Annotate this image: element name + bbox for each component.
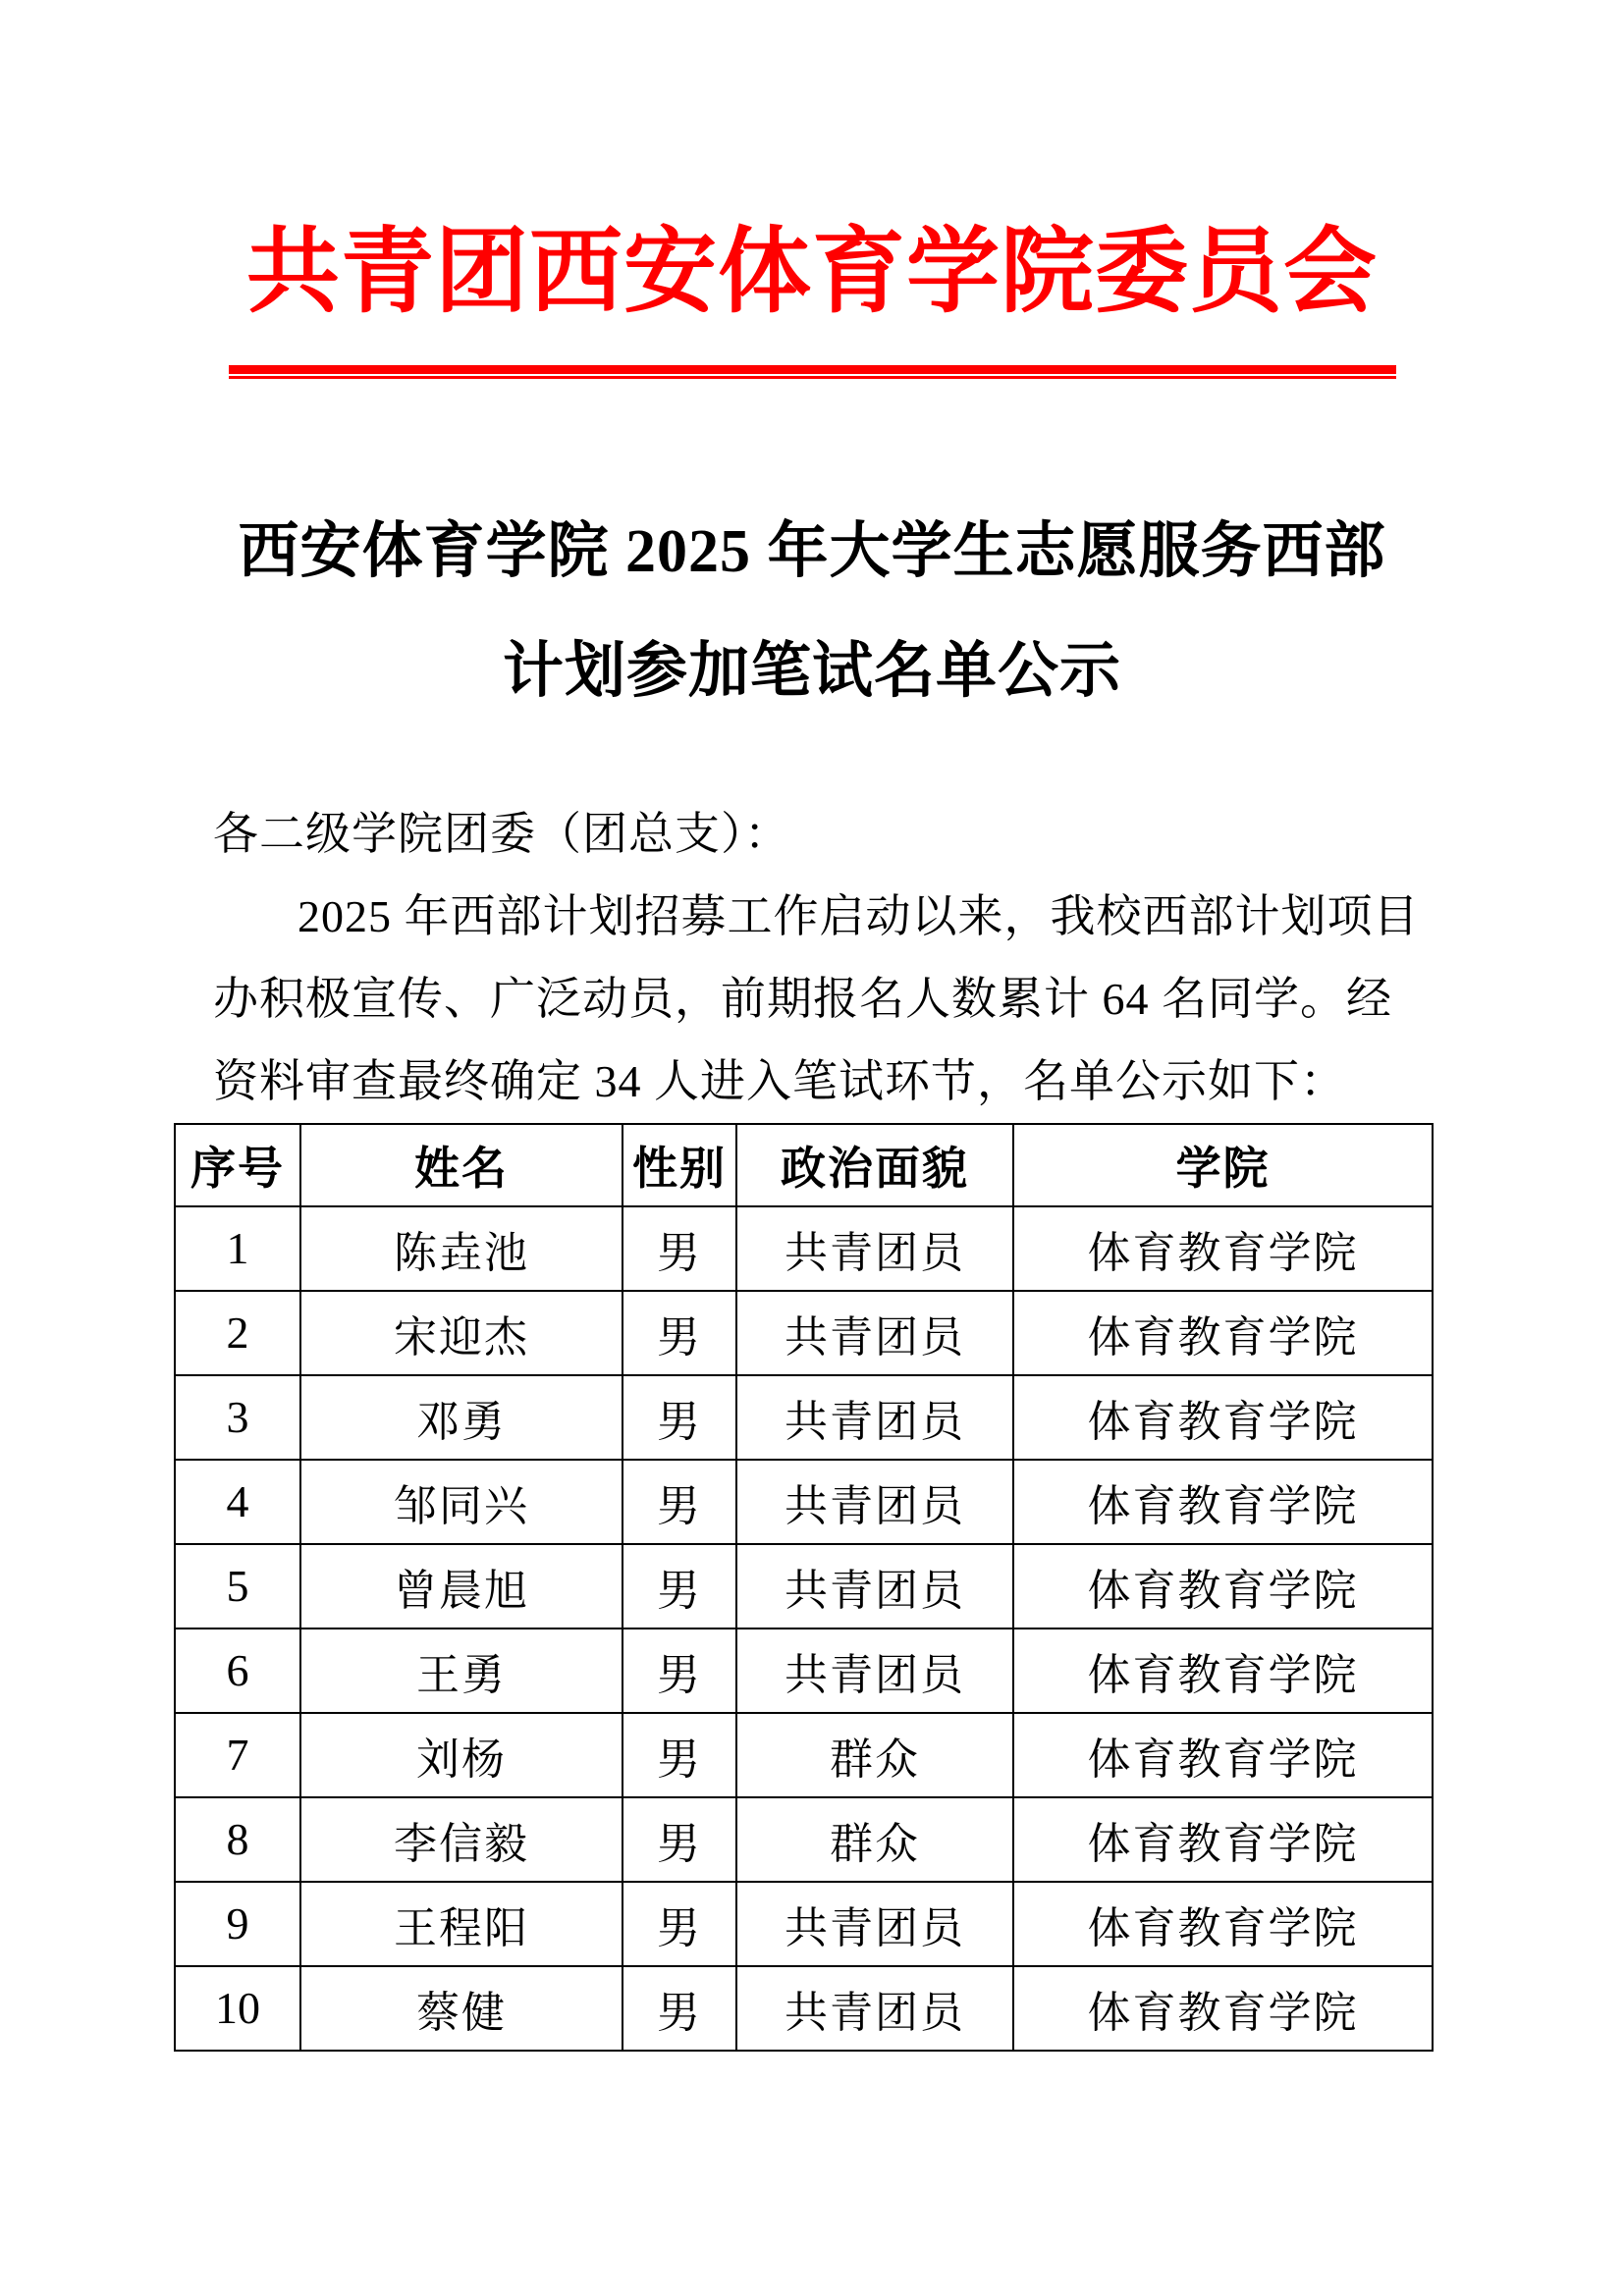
table-row (175, 1460, 1433, 1544)
cell-name: 王勇 (300, 1629, 623, 1713)
cell-gender: 男 (623, 1375, 736, 1460)
red-divider (229, 365, 1396, 379)
cell-gender: 男 (623, 1882, 736, 1966)
cell-name: 邓勇 (300, 1375, 623, 1460)
column-header-politics: 政治面貌 (736, 1124, 1013, 1206)
cell-name: 宋迎杰 (300, 1291, 623, 1375)
cell-politics: 群众 (736, 1713, 1013, 1797)
table-row (175, 1206, 1433, 1291)
cell-no: 4 (175, 1460, 300, 1544)
red-divider-thin-line (229, 376, 1396, 379)
cell-name: 王程阳 (300, 1882, 623, 1966)
candidate-table (174, 1123, 1434, 2052)
paragraph-line-1: 2025 年西部计划招募工作启动以来，我校西部计划项目 (298, 890, 1420, 941)
cell-gender: 男 (623, 1966, 736, 2051)
cell-college: 体育教育学院 (1013, 1460, 1433, 1544)
letterhead-title: 共青团西安体育学院委员会 (245, 220, 1378, 324)
paragraph-line-2: 办积极宣传、广泛动员，前期报名人数累计 64 名同学。经 (213, 973, 1392, 1024)
column-header-gender: 性别 (623, 1124, 736, 1206)
cell-gender: 男 (623, 1797, 736, 1882)
cell-college: 体育教育学院 (1013, 1544, 1433, 1629)
cell-gender: 男 (623, 1460, 736, 1544)
cell-no: 10 (175, 1966, 300, 2051)
cell-politics: 共青团员 (736, 1966, 1013, 2051)
paragraph-line-3: 资料审查最终确定 34 人进入笔试环节，名单公示如下： (213, 1055, 1346, 1106)
cell-no: 1 (175, 1206, 300, 1291)
cell-name: 蔡健 (300, 1966, 623, 2051)
cell-college: 体育教育学院 (1013, 1797, 1433, 1882)
table-row (175, 1882, 1433, 1966)
table-header-row (175, 1124, 1433, 1206)
table-row (175, 1375, 1433, 1460)
cell-politics: 共青团员 (736, 1291, 1013, 1375)
cell-no: 5 (175, 1544, 300, 1629)
cell-no: 2 (175, 1291, 300, 1375)
document-title-line-2: 计划参加笔试名单公示 (502, 637, 1121, 705)
cell-college: 体育教育学院 (1013, 1375, 1433, 1460)
column-header-name: 姓名 (300, 1124, 623, 1206)
salutation-line: 各二级学院团委（团总支）： (213, 808, 790, 859)
table-row (175, 1713, 1433, 1797)
cell-politics: 共青团员 (736, 1375, 1013, 1460)
cell-no: 6 (175, 1629, 300, 1713)
cell-gender: 男 (623, 1629, 736, 1713)
cell-gender: 男 (623, 1544, 736, 1629)
cell-college: 体育教育学院 (1013, 1629, 1433, 1713)
cell-no: 9 (175, 1882, 300, 1966)
cell-politics: 共青团员 (736, 1882, 1013, 1966)
table-row (175, 1544, 1433, 1629)
table-row (175, 1291, 1433, 1375)
cell-no: 7 (175, 1713, 300, 1797)
document-title (0, 492, 1624, 731)
cell-name: 邹同兴 (300, 1460, 623, 1544)
cell-politics: 共青团员 (736, 1460, 1013, 1544)
column-header-college: 学院 (1013, 1124, 1433, 1206)
cell-politics: 群众 (736, 1797, 1013, 1882)
cell-politics: 共青团员 (736, 1206, 1013, 1291)
cell-college: 体育教育学院 (1013, 1713, 1433, 1797)
cell-no: 8 (175, 1797, 300, 1882)
cell-name: 刘杨 (300, 1713, 623, 1797)
cell-no: 3 (175, 1375, 300, 1460)
cell-politics: 共青团员 (736, 1629, 1013, 1713)
cell-gender: 男 (623, 1713, 736, 1797)
cell-name: 曾晨旭 (300, 1544, 623, 1629)
column-header-no: 序号 (175, 1124, 300, 1206)
table-row (175, 1629, 1433, 1713)
cell-college: 体育教育学院 (1013, 1291, 1433, 1375)
cell-gender: 男 (623, 1291, 736, 1375)
document-title-line-1: 西安体育学院 2025 年大学生志愿服务西部 (238, 517, 1386, 585)
cell-college: 体育教育学院 (1013, 1966, 1433, 2051)
table-row (175, 1966, 1433, 2051)
cell-name: 李信毅 (300, 1797, 623, 1882)
table-row (175, 1797, 1433, 1882)
red-divider-thick-line (229, 365, 1396, 374)
cell-name: 陈垚池 (300, 1206, 623, 1291)
body-paragraphs (213, 793, 1447, 1123)
cell-gender: 男 (623, 1206, 736, 1291)
cell-college: 体育教育学院 (1013, 1882, 1433, 1966)
cell-politics: 共青团员 (736, 1544, 1013, 1629)
cell-college: 体育教育学院 (1013, 1206, 1433, 1291)
